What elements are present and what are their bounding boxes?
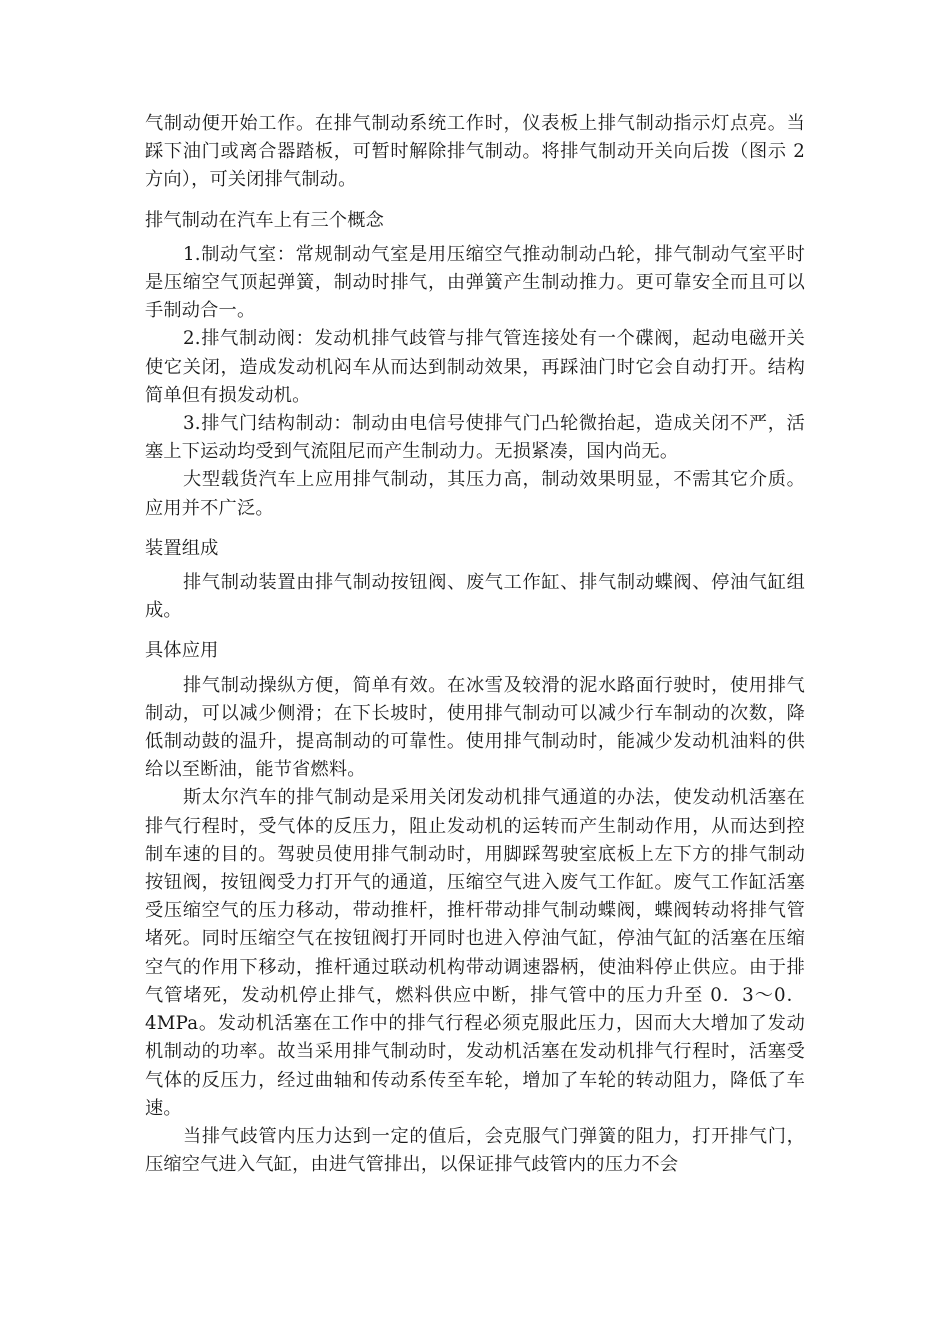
paragraph-concept-summary: 大型载货汽车上应用排气制动，其压力高，制动效果明显，不需其它介质。应用并不广泛。 — [145, 469, 805, 519]
section-heading-concepts: 排气制动在汽车上有三个概念 — [145, 209, 385, 231]
paragraph-concept-3: 3.排气门结构制动：制动由电信号使排气门凸轮微抬起，造成关闭不严，活塞上下运动均受到气流阻尼而产生制动力。无损紧凑，国内尚无。 — [145, 413, 805, 463]
paragraph-application-2: 斯太尔汽车的排气制动是采用关闭发动机排气通道的办法，使发动机活塞在排气行程时，受气体的反压力，阻止发动机的运转而产生制动作用，从而达到控制车速的目的。驾驶员使用排气制动时，用脚踩驾驶室底板上左下方的排气制动按钮阀，按钮阀受力打开气的通道，压缩空气进入废气工作缸。废气工作缸活塞受压缩空气的压力移动，带动推杆，推杆带动排气制动蝶阀，蝶阀转动将排气管堵死。同时压缩空气在按钮阀打开同时也进入停油气缸，停油气缸的活塞在压缩空气的作用下移动，推杆通过联动机构带动调速器柄，使油料停止供应。由于排气管堵死，发动机停止排气，燃料供应中断，排气管中的压力升至 0．3～0．4MPa。发动机活塞在工作中的排气行程必须克服此压力，因而大大增加了发动机制动的功率。故当采用排气制动时，发动机活塞在发动机排气行程时，活塞受气体的反压力，经过曲轴和传动系传至车轮，增加了车轮的转动阻力，降低了车速。 — [145, 787, 805, 1119]
paragraph-concept-1: 1.制动气室：常规制动气室是用压缩空气推动制动凸轮，排气制动气室平时是压缩空气顶起弹簧，制动时排气，由弹簧产生制动推力。更可靠安全而且可以手制动合一。 — [145, 243, 805, 322]
section-heading-application: 具体应用 — [145, 640, 219, 662]
paragraph-application-1: 排气制动操纵方便，简单有效。在冰雪及较滑的泥水路面行驶时，使用排气制动，可以减少侧滑；在下长坡时，使用排气制动可以减少行车制动的次数，降低制动鼓的温升，提高制动的可靠性。使用排气制动时，能减少发动机油料的供给以至断油，能节省燃料。 — [145, 674, 805, 781]
paragraph-continuation: 气制动便开始工作。在排气制动系统工作时，仪表板上排气制动指示灯点亮。当踩下油门或离合器踏板，可暂时解除排气制动。将排气制动开关向后拨（图示 2 方向），可关闭排气制动。 — [145, 113, 805, 191]
paragraph-application-3: 当排气歧管内压力达到一定的值后，会克服气门弹簧的阻力，打开排气门，压缩空气进入气缸，由进气管排出，以保证排气歧管内的压力不会 — [145, 1125, 805, 1176]
section-heading-composition: 装置组成 — [145, 537, 219, 559]
document-page — [145, 110, 805, 1179]
paragraph-composition: 排气制动装置由排气制动按钮阀、废气工作缸、排气制动蝶阀、停油气缸组成。 — [145, 572, 805, 622]
paragraph-concept-2: 2.排气制动阀：发动机排气歧管与排气管连接处有一个碟阀，起动电磁开关使它关闭，造成发动机闷车从而达到制动效果，再踩油门时它会自动打开。结构简单但有损发动机。 — [145, 328, 805, 406]
